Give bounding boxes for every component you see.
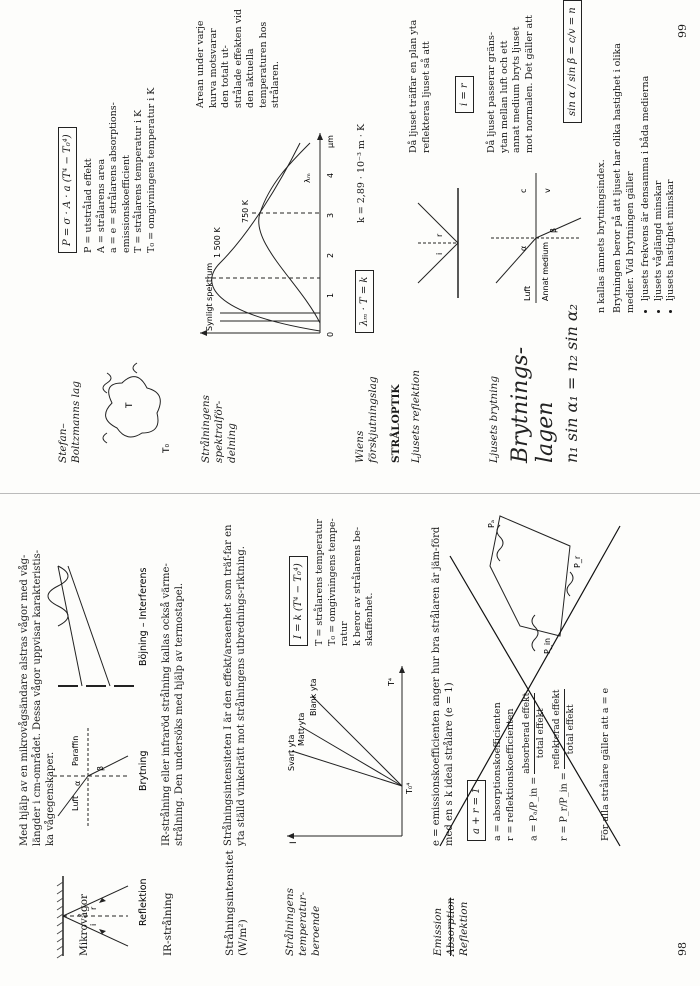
list-item: • ljusets frekvens är densamma i båda medierna <box>640 1 653 301</box>
axis-I: I <box>289 841 299 844</box>
label-intensitet: Strålningsintensitet (W/m²) <box>224 850 249 956</box>
label-reflektion: Ljusets reflektion <box>410 369 422 463</box>
svart-label: Svart yta <box>287 734 296 771</box>
section-ir <box>160 493 210 986</box>
pa-label: Pₐ <box>487 520 496 528</box>
const-wien: k = 2,89 · 10⁻³ m · K <box>356 123 367 223</box>
label-ir: IR-strålning <box>162 892 174 956</box>
page-98 <box>0 493 700 986</box>
text-emission: e = emissionskoefficienten anger hur bra strålaren är jäm-förd med en s k ideal strålare (e = 1) <box>431 526 455 846</box>
label-straloptik: STRÅLOPTIK <box>390 384 402 463</box>
text-n: n kallas ämnets brytningsindex. <box>596 159 607 313</box>
pr-label: P_r <box>573 555 582 568</box>
svg-text:v: v <box>543 188 552 193</box>
section-spektral <box>190 0 340 493</box>
label-temperatur: Strålningens temperatur-beroende <box>284 887 322 956</box>
axis-T4: T⁴ <box>387 677 396 686</box>
reflection-figure <box>57 876 128 958</box>
section-temperatur <box>282 493 412 986</box>
alpha-label: α <box>73 780 82 786</box>
cap-reflektion: Reflektion <box>138 878 149 926</box>
refraction-figure-ray <box>486 163 586 313</box>
text-ir: IR-strålning eller infraröd strålning kallas också värme-strålning. Den undersöks med hjälp av termostapel. <box>161 563 185 846</box>
page-fold <box>0 493 700 494</box>
svg-text:α: α <box>519 245 528 251</box>
svg-text:r: r <box>435 233 444 237</box>
section-stefan <box>55 0 185 493</box>
section-straloptik <box>390 0 406 493</box>
formula-stefan: P = σ · A · a (T⁴ − T₀⁴) <box>55 127 77 253</box>
fig-T: T <box>125 402 135 408</box>
section-emission <box>430 493 690 986</box>
text-reflektion: Då ljuset träffar en plan yta reflekteras ljuset så att <box>408 19 432 153</box>
formula-reflektion: i = r <box>452 76 474 113</box>
curve-1500 <box>212 143 320 331</box>
label-mikrovagor: Mikrovågor <box>78 893 90 956</box>
svg-text:0: 0 <box>326 331 335 337</box>
k750-label: 750 K <box>241 199 250 223</box>
text-intensitet: Strålningsintensiteten I är den effekt/areaenhet som träf-far en yta ställd vinkelrätt mot strålningens utbrednings-riktning. <box>223 524 247 846</box>
refl-r-label: r <box>89 906 98 910</box>
svg-text:1: 1 <box>326 292 335 298</box>
matt-label: Matt yta <box>297 712 306 746</box>
pen-cross-out <box>430 506 630 856</box>
svg-text:Annat medium: Annat medium <box>541 241 550 301</box>
text-brytning: Då ljuset passerar gräns-ytan mellan luft och ett annat medium bryts ljuset mot normalen. Det gäller att <box>486 15 535 153</box>
text-spektral: Arean under varje kurva motsvarar den totalt ut-strålade effekten vid den aktuella temperaturen hos strålaren. <box>195 8 281 108</box>
synligt-label: Synligt spektrum <box>205 262 214 331</box>
text-beror: Brytningen beror på att ljuset har olika hastighet i olika medier. Vid brytningen gäller <box>612 43 636 313</box>
reflection-figure-ray <box>408 173 478 313</box>
text-mikrovagor: Med hjälp av en mikrovågsändare alstras vågor med våg-längder i cm-området. Dessa vågor uppvisar karakteristis-ka vågegenskaper. <box>19 549 56 846</box>
list-item: • ljusets våglängd minskar <box>653 1 666 301</box>
label-wien: Wiens förskjutningslag <box>354 376 379 463</box>
luft-label: Luft <box>71 795 80 811</box>
blank-label: Blank yta <box>309 678 318 716</box>
section-reflektion <box>408 0 478 493</box>
refl-i-label: i <box>89 923 98 926</box>
bullet-list <box>640 1 678 313</box>
spectral-graph <box>190 113 340 353</box>
defs-emission: a = absorptionskoefficienten r = reflektionskoefficienten a = Pₐ/P_in = absorberad effekt total effekt r = P_r/P_in = reflekterad effekt total effekt <box>492 689 576 841</box>
svart-line <box>292 751 402 786</box>
stefan-figure <box>77 353 177 463</box>
handwriting-brytningslagen: Brytnings- lagen n₁ sin α₁ = n₂ sin α₂ <box>508 303 581 463</box>
cap-brytning: Brytning <box>138 750 149 791</box>
formula-brytning: sin α / sin β = c/v = n <box>560 0 582 123</box>
paraffin-label: Paraffin <box>71 735 80 766</box>
svg-text:Luft: Luft <box>523 285 532 301</box>
section-intensitet <box>222 493 272 986</box>
defs-temperatur: T = strålarens temperatur T₀ = omgivningens tempe-ratur k beror av strålarens be-skaffenhet. <box>314 518 375 646</box>
axis-T04: T₀⁴ <box>405 782 414 794</box>
page-number-98: 98 <box>676 942 689 956</box>
pin-label: P_in <box>543 637 552 654</box>
svg-text:2: 2 <box>326 252 335 258</box>
cap-bojning: Böjning – Interferens <box>138 567 149 666</box>
formula-wien: λₘ · T = k <box>352 270 374 333</box>
lm-label: λₘ <box>303 173 312 183</box>
footer-emission: För alla strålare gäller att a = e <box>600 687 611 841</box>
svg-text:β: β <box>549 227 558 233</box>
section-brytning <box>486 0 686 493</box>
label-stefan: Stefan–Boltzmanns lag <box>57 381 82 463</box>
svg-text:c: c <box>519 188 528 193</box>
label-emission: Emission Absorption Reflektion <box>432 897 470 956</box>
svg-text:3: 3 <box>326 212 335 218</box>
um-label: μm <box>326 135 335 148</box>
svg-text:i: i <box>435 252 444 255</box>
beta-label: β <box>96 765 105 771</box>
curve-750 <box>259 143 320 323</box>
microwave-figures <box>18 493 158 986</box>
section-mikrovagor <box>18 493 149 986</box>
defs-stefan: P = utstrålad effekt A = strålarens area a = e = strålarens absorptions-emissionskoefficient T = strålarens temperatur i K T₀ = omgivningens temperatur i K <box>83 87 157 253</box>
box-ar: a + r = 1 <box>464 780 486 841</box>
refraction-figure <box>53 726 128 826</box>
label-brytning: Ljusets brytning <box>488 375 500 463</box>
list-item: • ljusets hastighet minskar <box>665 1 678 301</box>
section-wien <box>352 0 386 493</box>
k1500-label: 1 500 K <box>213 227 222 258</box>
fig-T0: T₀ <box>162 443 172 453</box>
intensity-graph <box>282 656 412 846</box>
page-number-99: 99 <box>676 24 689 38</box>
formula-temperatur: I = k (T⁴ − T₀⁴) <box>286 556 308 646</box>
svg-text:4: 4 <box>326 172 335 178</box>
label-spektral: Strålningens spektralför-delning <box>200 394 238 463</box>
diffraction-figure <box>48 566 134 686</box>
